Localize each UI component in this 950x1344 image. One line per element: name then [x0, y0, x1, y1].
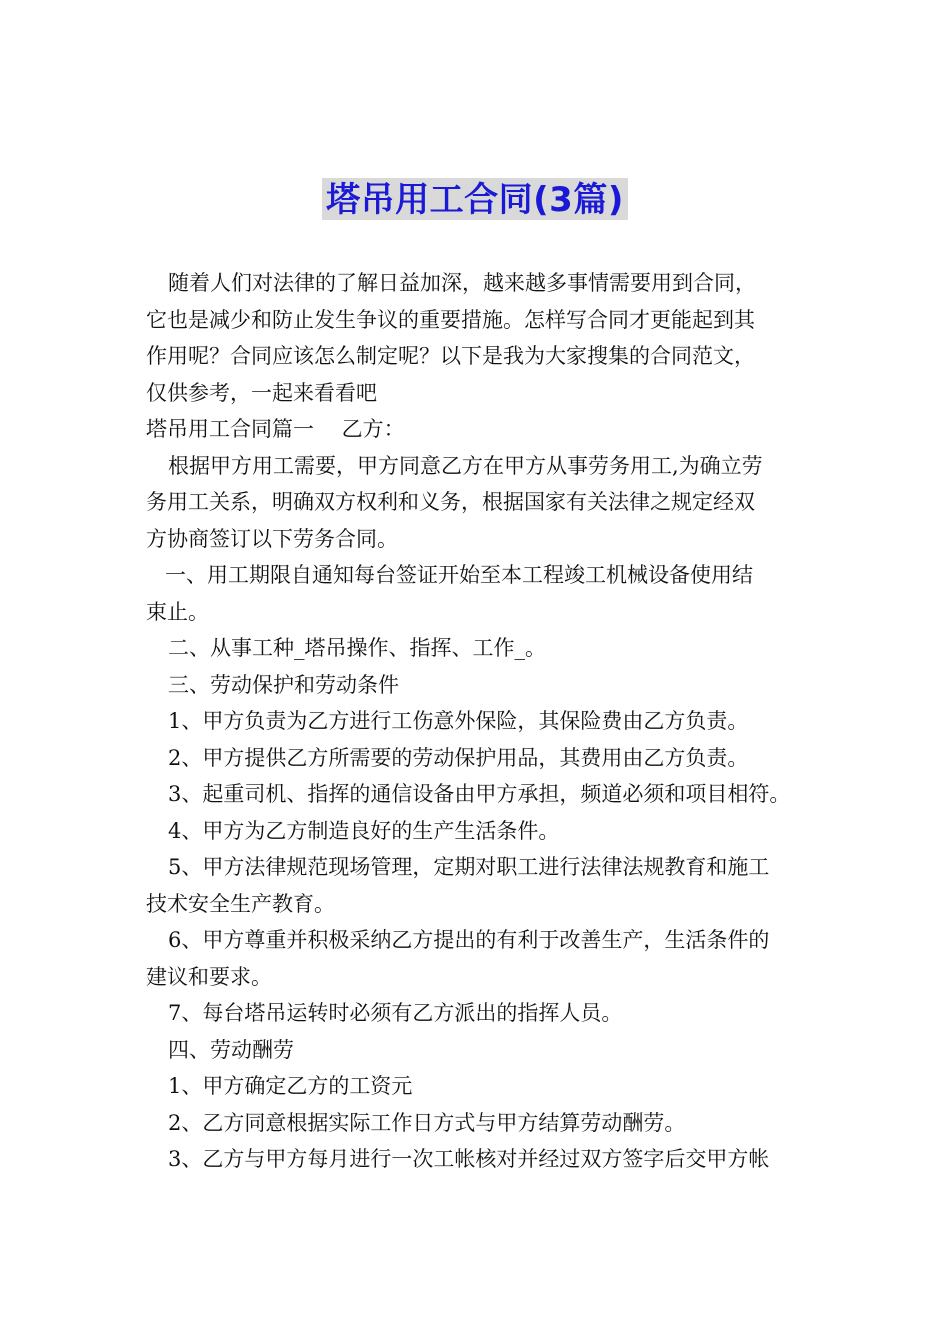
clause-item: 3、起重司机、指挥的通信设备由甲方承担，频道必须和项目相符。: [168, 782, 791, 806]
document-body: [146, 265, 814, 1178]
clause-line: 一、用工期限自通知每台签证开始至本工程竣工机械设备使用结: [165, 563, 753, 587]
body-line: 方协商签订以下劳务合同。: [146, 526, 398, 551]
body-line: 根据甲方用工需要，甲方同意乙方在甲方从事劳务用工,为确立劳: [168, 453, 763, 478]
clause-line: 束止。: [146, 599, 209, 624]
clause-item: 5、甲方法律规范现场管理，定期对职工进行法律法规教育和施工: [168, 855, 770, 879]
intro-line: 作用呢？合同应该怎么制定呢？以下是我为大家搜集的合同范文，: [146, 344, 755, 368]
clause-item: 建议和要求。: [146, 964, 272, 989]
clause-item: 4、甲方为乙方制造良好的生产生活条件。: [168, 818, 560, 843]
intro-line: 它也是减少和防止发生争议的重要措施。怎样写合同才更能起到其: [146, 307, 755, 332]
intro-line: 随着人们对法律的了解日益加深，越来越多事情需要用到合同，: [168, 271, 756, 295]
title-container: [0, 178, 950, 220]
section-heading: 塔吊用工合同篇一 乙方：: [146, 417, 405, 441]
document-title: 塔吊用工合同(3篇): [322, 178, 628, 220]
clause-item: 2、乙方同意根据实际工作日方式与甲方结算劳动酬劳。: [168, 1110, 686, 1135]
body-line: 务用工关系，明确双方权利和义务，根据国家有关法律之规定经双: [146, 490, 755, 514]
clause-item: 7、每台塔吊运转时必须有乙方派出的指挥人员。: [168, 1001, 623, 1025]
intro-line: 仅供参考，一起来看看吧: [146, 380, 377, 405]
clause-line: 四、劳动酬劳: [168, 1037, 294, 1062]
clause-item: 6、甲方尊重并积极采纳乙方提出的有利于改善生产，生活条件的: [168, 928, 770, 952]
clause-line: 三、劳动保护和劳动条件: [168, 672, 399, 697]
clause-item: 1、甲方负责为乙方进行工伤意外保险，其保险费由乙方负责。: [168, 709, 749, 733]
clause-line: 二、从事工种_塔吊操作、指挥、工作_。: [168, 636, 546, 660]
clause-item: 3、乙方与甲方每月进行一次工帐核对并经过双方签字后交甲方帐: [168, 1147, 770, 1171]
clause-item: 2、甲方提供乙方所需要的劳动保护用品，其费用由乙方负责。: [168, 745, 749, 770]
clause-item: 1、甲方确定乙方的工资元: [168, 1074, 413, 1098]
clause-item: 技术安全生产教育。: [146, 891, 335, 916]
